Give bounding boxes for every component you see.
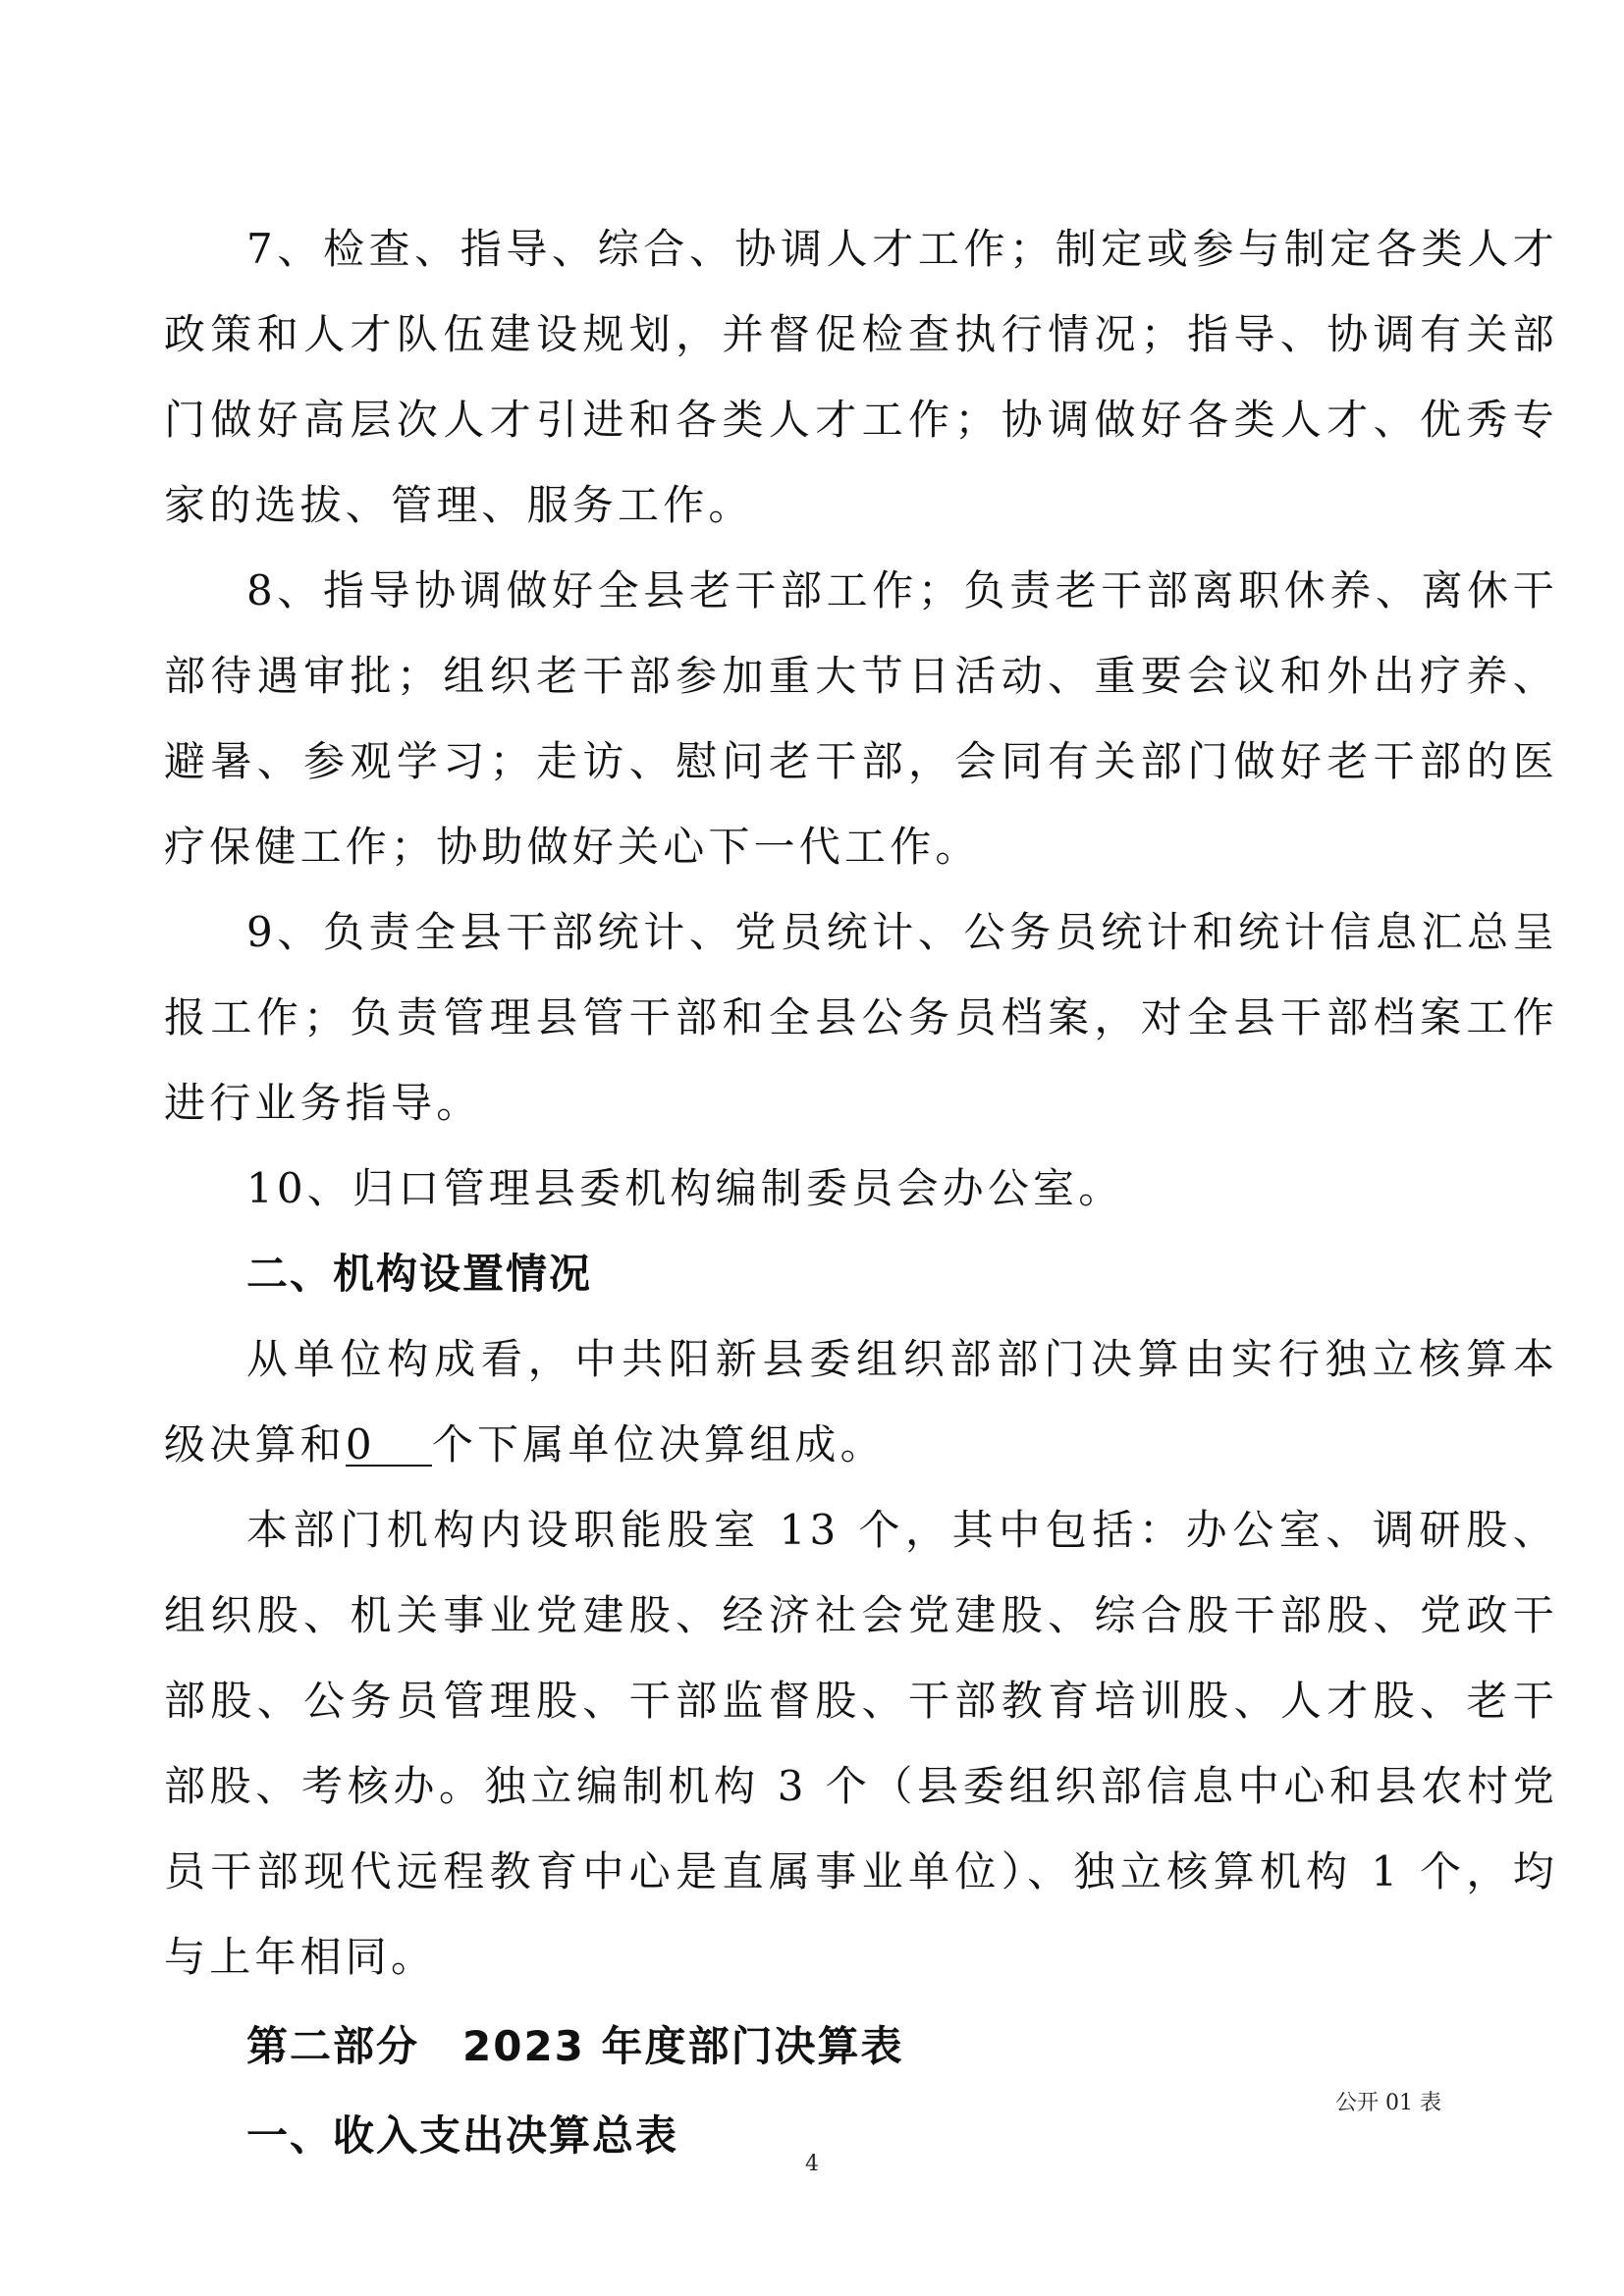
page-number: 4 [805, 2152, 819, 2176]
paragraph-item-10: 10、归口管理县委机构编制委员会办公室。 [246, 1164, 1124, 1212]
table-heading: 一、收入支出决算总表 [246, 2111, 679, 2160]
paragraph-item-7: 7、检查、指导、综合、协调人才工作；制定或参与制定各类人才政策和人才队伍建设规划，并督促检查执行情况；指导、协调有关部门做好高层次人才引进和各类人才工作；协调做好各类人才、优秀专家的选拔、管理、服务工作。 [164, 225, 1558, 529]
section-heading-organization: 二、机构设置情况 [246, 1250, 593, 1298]
composition-text-before: 从单位构成看，中共阳新县委组织部部门决算由实行独立核算本级决算和 [164, 1335, 1558, 1468]
paragraph-unit-composition [164, 1316, 1558, 1487]
paragraph-item-9: 9、负责全县干部统计、党员统计、公务员统计和统计信息汇总呈报工作；负责管理县管干部和全县公务员档案，对全县干部档案工作进行业务指导。 [164, 908, 1558, 1127]
table-code-label: 公开 01 表 [1335, 2091, 1441, 2115]
paragraph-item-8: 8、指导协调做好全县老干部工作；负责老干部离职休养、离休干部待遇审批；组织老干部参加重大节日活动、重要会议和外出疗养、避暑、参观学习；走访、慰问老干部，会同有关部门做好老干部的医疗保健工作；协助做好关心下一代工作。 [164, 566, 1558, 871]
subunit-count-blank: 0 [346, 1425, 432, 1467]
paragraph-internal-structure: 本部门机构内设职能股室 13 个，其中包括：办公室、调研股、组织股、机关事业党建股、经济社会党建股、综合股干部股、党政干部股、公务员管理股、干部监督股、干部教育培训股、人才股、老干部股、考核办。独立编制机构 3 个（县委组织部信息中心和县农村党员干部现代远程教育中心是直属事业单位）、独立核算机构 1 个，均与上年相同。 [164, 1506, 1558, 1981]
page-body [164, 206, 1558, 2178]
composition-text-after: 个下属单位决算组成。 [431, 1420, 886, 1468]
part-two-heading: 第二部分 2023 年度部门决算表 [246, 2022, 904, 2070]
